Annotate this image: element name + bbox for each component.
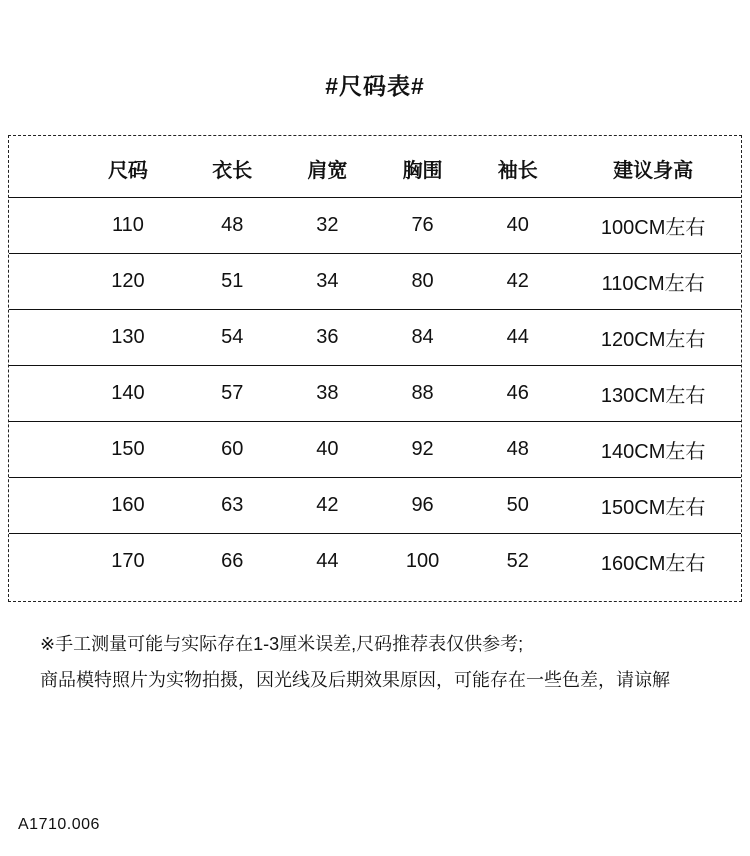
spacer-cell — [9, 198, 71, 254]
cell-length: 51 — [185, 254, 280, 310]
table-row — [9, 254, 741, 310]
cell-length: 48 — [185, 198, 280, 254]
table-row — [9, 534, 741, 590]
spacer-cell — [9, 310, 71, 366]
column-header-shoulder: 肩宽 — [280, 146, 375, 198]
cell-sleeve: 48 — [470, 422, 565, 478]
cell-sleeve: 52 — [506, 550, 529, 572]
cell-height: 110CM左右 — [565, 254, 741, 310]
column-header-size: 尺码 — [71, 146, 184, 198]
table-row — [9, 198, 741, 254]
column-header-sleeve: 袖长 — [470, 146, 565, 198]
cell-height: 160CM左右 — [600, 553, 706, 575]
cell-shoulder: 40 — [280, 422, 375, 478]
cell-bust: 84 — [375, 310, 470, 366]
disclaimer-notes — [40, 628, 710, 696]
table-row — [9, 366, 741, 422]
spacer-cell — [9, 534, 71, 590]
cell-shoulder: 38 — [280, 366, 375, 422]
spacer-cell — [9, 366, 71, 422]
cell-length: 63 — [185, 478, 280, 534]
cell-length: 57 — [185, 366, 280, 422]
cell-height: 140CM左右 — [565, 422, 741, 478]
cell-bust: 92 — [375, 422, 470, 478]
cell-sleeve: 46 — [470, 366, 565, 422]
cell-shoulder: 34 — [280, 254, 375, 310]
cell-size: 150 — [71, 422, 184, 478]
spacer-cell — [9, 254, 71, 310]
cell-size: 160 — [71, 478, 184, 534]
cell-size: 130 — [71, 310, 184, 366]
table-row — [9, 310, 741, 366]
cell-size: 170 — [111, 550, 145, 572]
column-header-bust: 胸围 — [375, 146, 470, 198]
cell-bust: 96 — [375, 478, 470, 534]
size-chart-page — [0, 68, 750, 856]
spacer-cell — [9, 478, 71, 534]
cell-bust: 100 — [405, 550, 440, 572]
cell-sleeve: 44 — [470, 310, 565, 366]
cell-shoulder: 42 — [280, 478, 375, 534]
cell-shoulder: 44 — [316, 550, 339, 572]
size-table-head — [9, 146, 741, 198]
cell-shoulder: 36 — [280, 310, 375, 366]
product-code: A1710.006 — [18, 816, 100, 833]
note-measurement: ※手工测量可能与实际存在1-3厘米误差,尺码推荐表仅供参考; — [40, 634, 524, 654]
size-table-container — [8, 135, 742, 602]
column-header-length: 衣长 — [185, 146, 280, 198]
cell-height: 120CM左右 — [565, 310, 741, 366]
cell-bust: 76 — [375, 198, 470, 254]
cell-size: 110 — [71, 198, 184, 254]
page-title: #尺码表# — [325, 73, 425, 99]
cell-height: 130CM左右 — [565, 366, 741, 422]
note-color: 商品模特照片为实物拍摄，因光线及后期效果原因，可能存在一些色差，请谅解 — [40, 670, 670, 690]
cell-height: 100CM左右 — [565, 198, 741, 254]
table-row — [9, 422, 741, 478]
cell-length: 60 — [185, 422, 280, 478]
table-row — [9, 478, 741, 534]
cell-length: 66 — [221, 550, 244, 572]
column-header-height: 建议身高 — [565, 146, 741, 198]
cell-size: 140 — [71, 366, 184, 422]
cell-length: 54 — [185, 310, 280, 366]
size-table-body — [9, 198, 741, 590]
spacer-cell — [9, 146, 71, 198]
cell-bust: 80 — [375, 254, 470, 310]
table-header-row — [9, 146, 741, 198]
size-table — [9, 146, 741, 589]
cell-height: 150CM左右 — [565, 478, 741, 534]
cell-sleeve: 42 — [470, 254, 565, 310]
cell-bust: 88 — [375, 366, 470, 422]
spacer-cell — [9, 422, 71, 478]
cell-sleeve: 40 — [470, 198, 565, 254]
cell-size: 120 — [71, 254, 184, 310]
cell-sleeve: 50 — [470, 478, 565, 534]
cell-shoulder: 32 — [280, 198, 375, 254]
